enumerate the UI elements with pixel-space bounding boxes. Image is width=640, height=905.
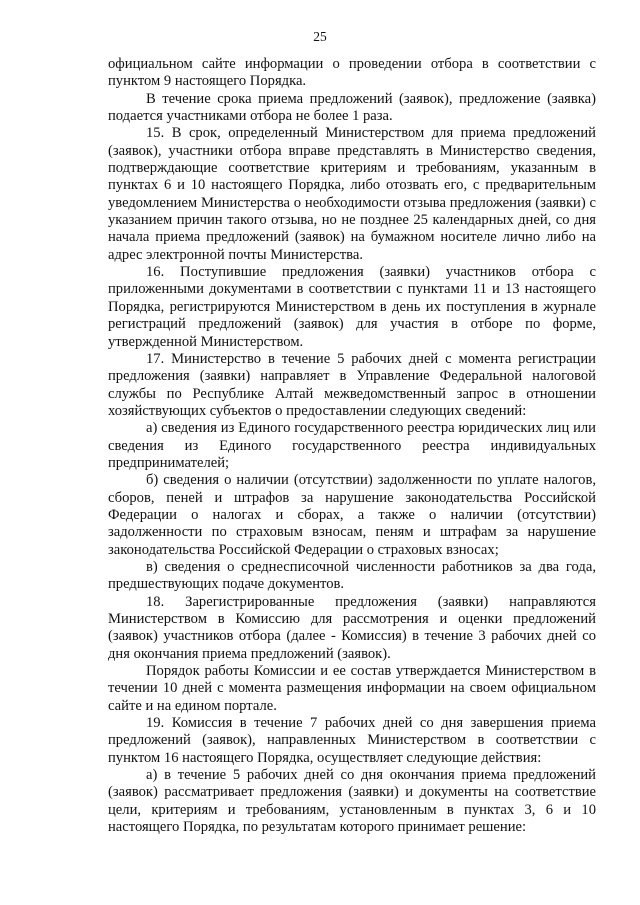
paragraph-clause-17-c: в) сведения о среднесписочной численности работников за два года, предшествующих подаче документов. xyxy=(108,558,596,593)
paragraph-clause-19-a: а) в течение 5 рабочих дней со дня окончания приема предложений (заявок) рассматривает предложения (заявки) и документы на соответствие цели, критериям и требованиям, установленным в пунктах 3, 6 и 10 настоящего Порядка, по результатам которого принимает решение: xyxy=(108,767,596,836)
paragraph-clause-15: 15. В срок, определенный Министерством для приема предложений (заявок), участники отбора вправе представлять в Министерство сведения, подтверждающие соответствие критериям и требованиям, указанным в пунктах 6 и 10 настоящего Порядка, либо отозвать его, с предварительным уведомлением Министерства о необходимости отзыва предложения (заявки) с указанием причин такого отзыва, но не позднее 25 календарных дней, со дня начала приема предложений (заявок) на бумажном носителе лично либо на адрес электронной почты Министерства. xyxy=(108,125,596,263)
page-number: 25 xyxy=(313,29,327,44)
paragraph-clause-17: 17. Министерство в течение 5 рабочих дней с момента регистрации предложения (заявки) направляет в Управление Федеральной налоговой службы по Республике Алтай межведомственный запрос в отношении хозяйствующих субъектов о предоставлении следующих сведений: xyxy=(108,350,596,419)
paragraph-clause-16: 16. Поступившие предложения (заявки) участников отбора с приложенными документами в соответствии с пунктами 11 и 13 настоящего Порядка, регистрируются Министерством в день их поступления в журнале регистраций предложений (заявок) для участия в отборе по форме, утвержденной Министерством. xyxy=(108,264,596,350)
paragraph-clause-18: 18. Зарегистрированные предложения (заявки) направляются Министерством в Комиссию для рассмотрения и оценки предложений (заявок) участников отбора (далее - Комиссия) в течение 3 рабочих дней со дня окончания приема предложений (заявок). xyxy=(108,593,596,662)
paragraph-continuation: официальном сайте информации о проведении отбора в соответствии с пунктом 9 настоящего Порядка. xyxy=(108,56,596,90)
paragraph-clause-19: 19. Комиссия в течение 7 рабочих дней со дня завершения приема предложений (заявок), направленных Министерством в соответствии с пунктом 16 настоящего Порядка, осуществляет следующие действия: xyxy=(108,715,596,766)
paragraph-application-limit: В течение срока приема предложений (заявок), предложение (заявка) подается участниками отбора не более 1 раза. xyxy=(108,90,596,125)
paragraph-commission-procedure: Порядок работы Комиссии и ее состав утверждается Министерством в течении 10 дней с момента размещения информации на своем официальном сайте и на едином портале. xyxy=(108,663,596,714)
paragraph-clause-17-b: б) сведения о наличии (отсутствии) задолженности по уплате налогов, сборов, пеней и штрафов за нарушение законодательства Российской Федерации о налогах и сборах, а также о наличии (отсутствии) задолженности по страховым взносам, пеням и штрафам за нарушение законодательства Российской Федерации о страховых взносах; xyxy=(108,472,596,558)
document-body xyxy=(108,56,596,836)
paragraph-clause-17-a: а) сведения из Единого государственного реестра юридических лиц или сведения из Единого государственного реестра индивидуальных предпринимателей; xyxy=(108,420,596,471)
